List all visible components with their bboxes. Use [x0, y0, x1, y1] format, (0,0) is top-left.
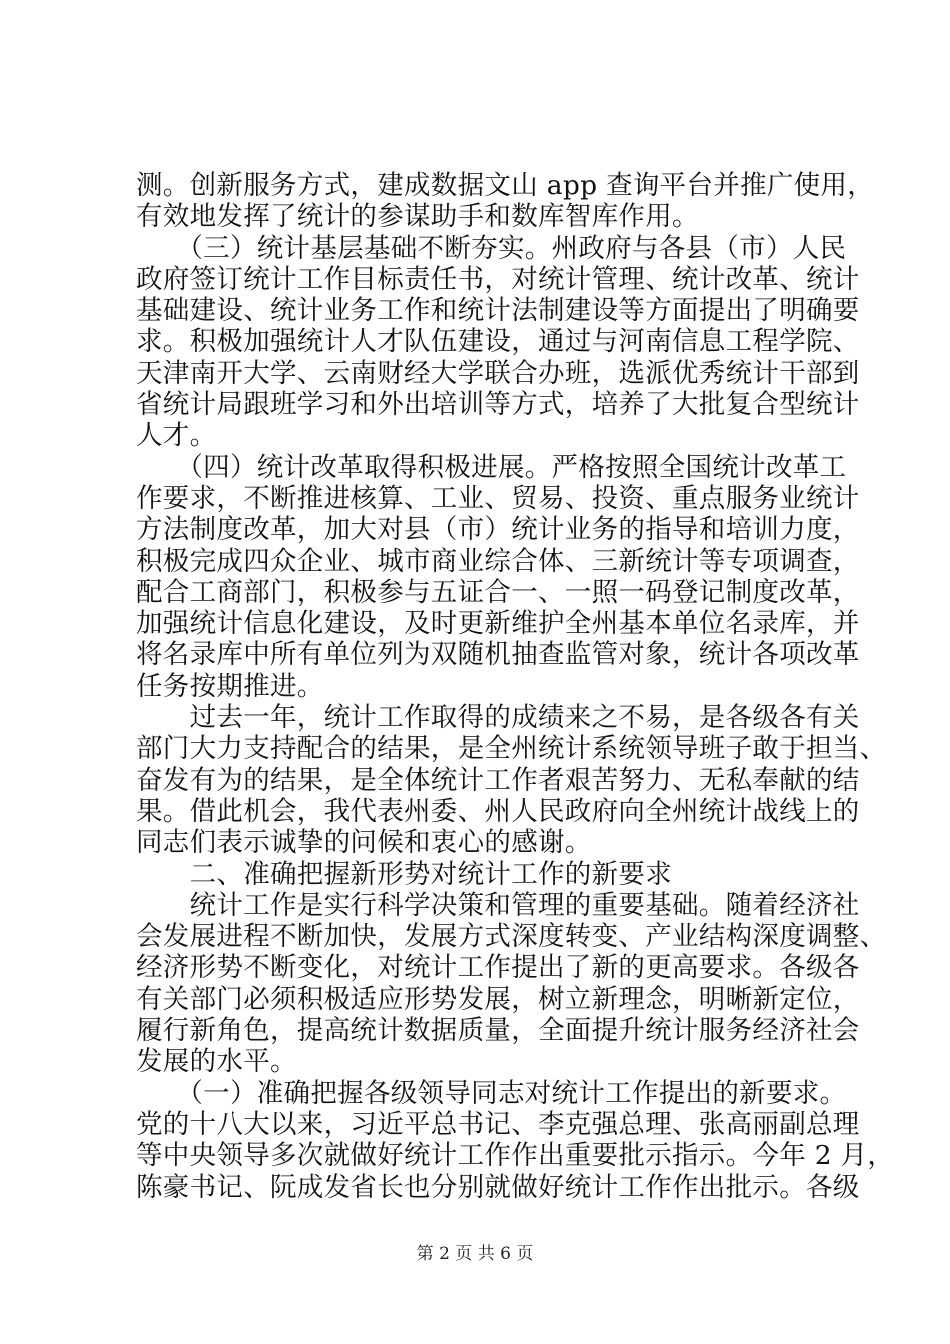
text-line: 省统计局跟班学习和外出培训等方式，培养了大批复合型统计	[136, 389, 860, 421]
text-line: 果。借此机会，我代表州委、州人民政府向全州统计战线上的	[136, 795, 860, 827]
text-line: 积极完成四众企业、城市商业综合体、三新统计等专项调查，	[136, 545, 860, 577]
text-line: 求。积极加强统计人才队伍建设，通过与河南信息工程学院、	[136, 326, 860, 358]
text-line: 部门大力支持配合的结果，是全州统计系统领导班子敢于担当、	[136, 733, 887, 765]
text-line: （三）统计基层基础不断夯实。州政府与各县（市）人民	[136, 232, 847, 264]
text-line: 履行新角色，提高统计数据质量，全面提升统计服务经济社会	[136, 1015, 860, 1047]
text-line: 二、准确把握新形势对统计工作的新要求	[136, 858, 672, 890]
text-line: 加强统计信息化建设，及时更新维护全州基本单位名录库，并	[136, 608, 860, 640]
text-line: 任务按期推进。	[136, 670, 324, 702]
text-line: （一）准确把握各级领导同志对统计工作提出的新要求。	[136, 1077, 847, 1109]
text-line: 政府签订统计工作目标责任书，对统计管理、统计改革、统计	[136, 263, 860, 295]
text-line: 过去一年，统计工作取得的成绩来之不易，是各级各有关	[136, 702, 860, 734]
text-line: 测。创新服务方式，建成数据文山 app 查询平台并推广使用，	[136, 170, 875, 201]
text-line: 发展的水平。	[136, 1046, 297, 1078]
text-line: 有效地发挥了统计的参谋助手和数库智库作用。	[136, 201, 699, 233]
text-line: 天津南开大学、云南财经大学联合办班，选派优秀统计干部到	[136, 357, 860, 389]
text-line: 配合工商部门，积极参与五证合一、一照一码登记制度改革，	[136, 576, 860, 608]
text-line: 奋发有为的结果，是全体统计工作者艰苦努力、无私奉献的结	[136, 764, 860, 796]
page-footer: 第 2 页 共 6 页	[416, 1244, 534, 1264]
document-body	[136, 170, 895, 1203]
text-line: 党的十八大以来，习近平总书记、李克强总理、张高丽副总理	[136, 1108, 860, 1140]
text-line: 等中央领导多次就做好统计工作作出重要批示指示。今年 2 月，	[136, 1140, 895, 1172]
text-line: 基础建设、统计业务工作和统计法制建设等方面提出了明确要	[136, 295, 860, 327]
text-line: 会发展进程不断加快，发展方式深度转变、产业结构深度调整、	[136, 921, 887, 953]
text-line: 陈豪书记、阮成发省长也分别就做好统计工作作出批示。各级	[136, 1171, 860, 1203]
text-line: （四）统计改革取得积极进展。严格按照全国统计改革工	[136, 451, 847, 483]
text-line: 方法制度改革，加大对县（市）统计业务的指导和培训力度，	[136, 514, 860, 546]
text-line: 同志们表示诚挚的问候和衷心的感谢。	[136, 827, 592, 859]
text-line: 作要求，不断推进核算、工业、贸易、投资、重点服务业统计	[136, 482, 860, 514]
text-line: 人才。	[136, 420, 217, 452]
text-line: 统计工作是实行科学决策和管理的重要基础。随着经济社	[136, 889, 860, 921]
text-line: 经济形势不断变化，对统计工作提出了新的更高要求。各级各	[136, 952, 860, 984]
text-line: 有关部门必须积极适应形势发展，树立新理念，明晰新定位，	[136, 983, 860, 1015]
text-line: 将名录库中所有单位列为双随机抽查监管对象，统计各项改革	[136, 639, 860, 671]
